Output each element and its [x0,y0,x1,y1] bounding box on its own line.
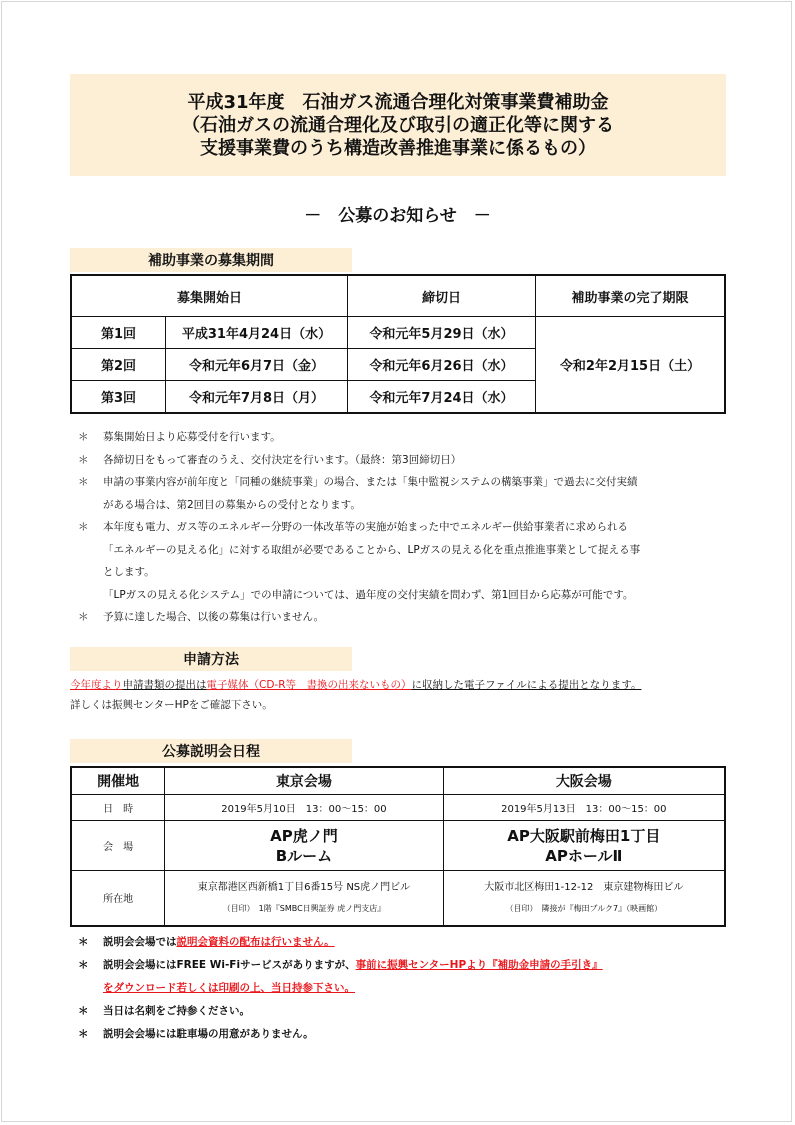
method-text: 申請書類の提出は [122,679,207,691]
note-text: 「エネルギーの見える化」に対する取組が必要であることから、LPガスの見える化を重点推進事業として捉える事 [103,543,641,556]
osaka-landmark: （目印） 隣接が『梅田ブルク7』（映画館） [505,903,663,913]
note-text: 当日は名刺をご持参ください。 [103,1005,250,1017]
table-row [71,317,725,349]
highlight-text: （CD-R等 書換の出来ないもの） [248,679,412,691]
tokyo-landmark: （目印） 1階『SMBC日興証券 虎ノ門支店』 [222,903,386,913]
header-completion: 補助事業の完了期限 [536,275,726,317]
title-line-2: （石油ガスの流通合理化及び取引の適正化等に関する [182,114,614,136]
note-item [78,1000,718,1023]
asterisk-icon: ＊ [78,431,89,443]
note-text: 申請の事業内容が前年度と「同種の継続事業」の場合、または「集中監視システムの構築事業」で過去に交付実績 [103,476,638,488]
note-text: 説明会会場では [103,936,177,948]
warning-text: 事前に振興センターHPより『補助金申請の手引き』 [355,959,603,971]
note-item [78,954,718,977]
row-label-address: 所在地 [71,871,165,926]
note-text: とします。 [103,566,155,578]
deadline-date: 令和元年6月26日（水） [348,349,536,381]
table-header-row [71,767,725,795]
asterisk-icon: ＊ [78,936,89,948]
briefing-section-label: 公募説明会日程 [70,739,352,763]
header-tokyo: 東京会場 [165,767,443,795]
period-notes [78,426,718,629]
note-text: 本年度も電力、ガス等のエネルギー分野の一体改革等の実施が始まった中でエネルギー供給事業者に求められる [103,521,628,533]
osaka-venue [443,821,725,871]
note-item [78,471,718,494]
row-label-venue: 会 場 [71,821,165,871]
osaka-address-line: 大阪市北区梅田1-12-12 東京建物梅田ビル [484,881,684,893]
note-item-continued [78,977,718,1000]
header-deadline: 締切日 [348,275,536,317]
table-row [71,795,725,821]
osaka-date: 2019年5月13日 13：00～15：00 [443,795,725,821]
header-start-date: 募集開始日 [71,275,348,317]
highlight-text: 今年度より [70,679,123,691]
note-item [78,931,718,954]
note-item [78,516,718,539]
tokyo-address-line: 東京都港区西新橋1丁目6番15号 NS虎ノ門ビル [197,881,411,893]
start-date: 令和元年6月7日（金） [166,349,348,381]
start-date: 令和元年7月8日（月） [166,381,348,414]
tokyo-venue [165,821,443,871]
note-item [78,606,718,629]
completion-date: 令和2年2月15日（土） [536,317,726,414]
application-method-text [70,675,641,715]
note-text: 「LPガスの見える化システム」での申請については、過年度の交付実績を問わず、第1回目から応募が可能です。 [103,588,634,601]
method-text: に収納した電子ファイルによる提出となります。 [411,679,642,691]
note-text: 募集開始日より応募受付を行います。 [103,431,281,443]
asterisk-icon: ＊ [78,611,89,623]
deadline-date: 令和元年5月29日（水） [348,317,536,349]
tokyo-date: 2019年5月10日 13：00～15：00 [165,795,443,821]
table-row [71,821,725,871]
asterisk-icon: ＊ [78,1028,89,1040]
title-banner [70,74,726,176]
note-text: 説明会会場にはFREE Wi-Fiサービスがありますが、 [103,959,356,971]
method-section-label: 申請方法 [70,647,352,671]
asterisk-icon: ＊ [78,1005,89,1017]
note-item [78,1023,718,1046]
asterisk-icon: ＊ [78,453,89,466]
osaka-venue-room: APホールⅡ [545,846,623,865]
title-line-1: 平成31年度 石油ガス流通合理化対策事業費補助金 [187,91,609,113]
method-line-2: 詳しくは振興センターHPをご確認下さい。 [70,699,273,711]
note-text: 各締切日をもって審査のうえ、交付決定を行います。（最終：第3回締切日） [103,453,462,466]
table-row [71,871,725,926]
header-osaka: 大阪会場 [443,767,725,795]
osaka-address [443,871,725,926]
note-item [78,426,718,449]
round-label: 第1回 [71,317,166,349]
note-item-continued [78,494,718,517]
note-item [78,449,718,472]
title-line-3: 支援事業費のうち構造改善推進事業に係るもの） [200,137,596,159]
note-item-continued [78,539,718,562]
header-location: 開催地 [71,767,165,795]
asterisk-icon: ＊ [78,521,89,533]
note-text: 予算に達した場合、以後の募集は行いません。 [103,611,325,623]
warning-text: をダウンロード若しくは印刷の上、当日持参下さい。 [103,982,355,994]
highlight-text: 電子媒体 [206,679,249,691]
note-item-continued [78,561,718,584]
asterisk-icon: ＊ [78,959,89,971]
warning-text: 説明会資料の配布は行いません。 [176,936,335,948]
note-text: 説明会会場には駐車場の用意がありません。 [103,1028,314,1040]
note-item-continued [78,584,718,607]
note-text: がある場合は、第2回目の募集からの受付となります。 [103,498,361,511]
recruitment-period-table [70,274,726,414]
period-section-label: 補助事業の募集期間 [70,248,352,272]
start-date: 平成31年4月24日（水） [166,317,348,349]
briefing-notes [78,931,718,1046]
method-line-1 [70,675,641,695]
asterisk-icon: ＊ [78,476,89,488]
tokyo-venue-room: Bルーム [275,846,333,865]
briefing-schedule-table [70,766,726,927]
table-header-row [71,275,725,317]
osaka-venue-name: AP大阪駅前梅田1丁目 [507,826,661,845]
notice-heading: － 公募のお知らせ － [304,206,491,226]
tokyo-address [165,871,443,926]
row-label-date: 日 時 [71,795,165,821]
deadline-date: 令和元年7月24日（水） [348,381,536,414]
round-label: 第3回 [71,381,166,414]
tokyo-venue-name: AP虎ノ門 [270,826,338,845]
round-label: 第2回 [71,349,166,381]
